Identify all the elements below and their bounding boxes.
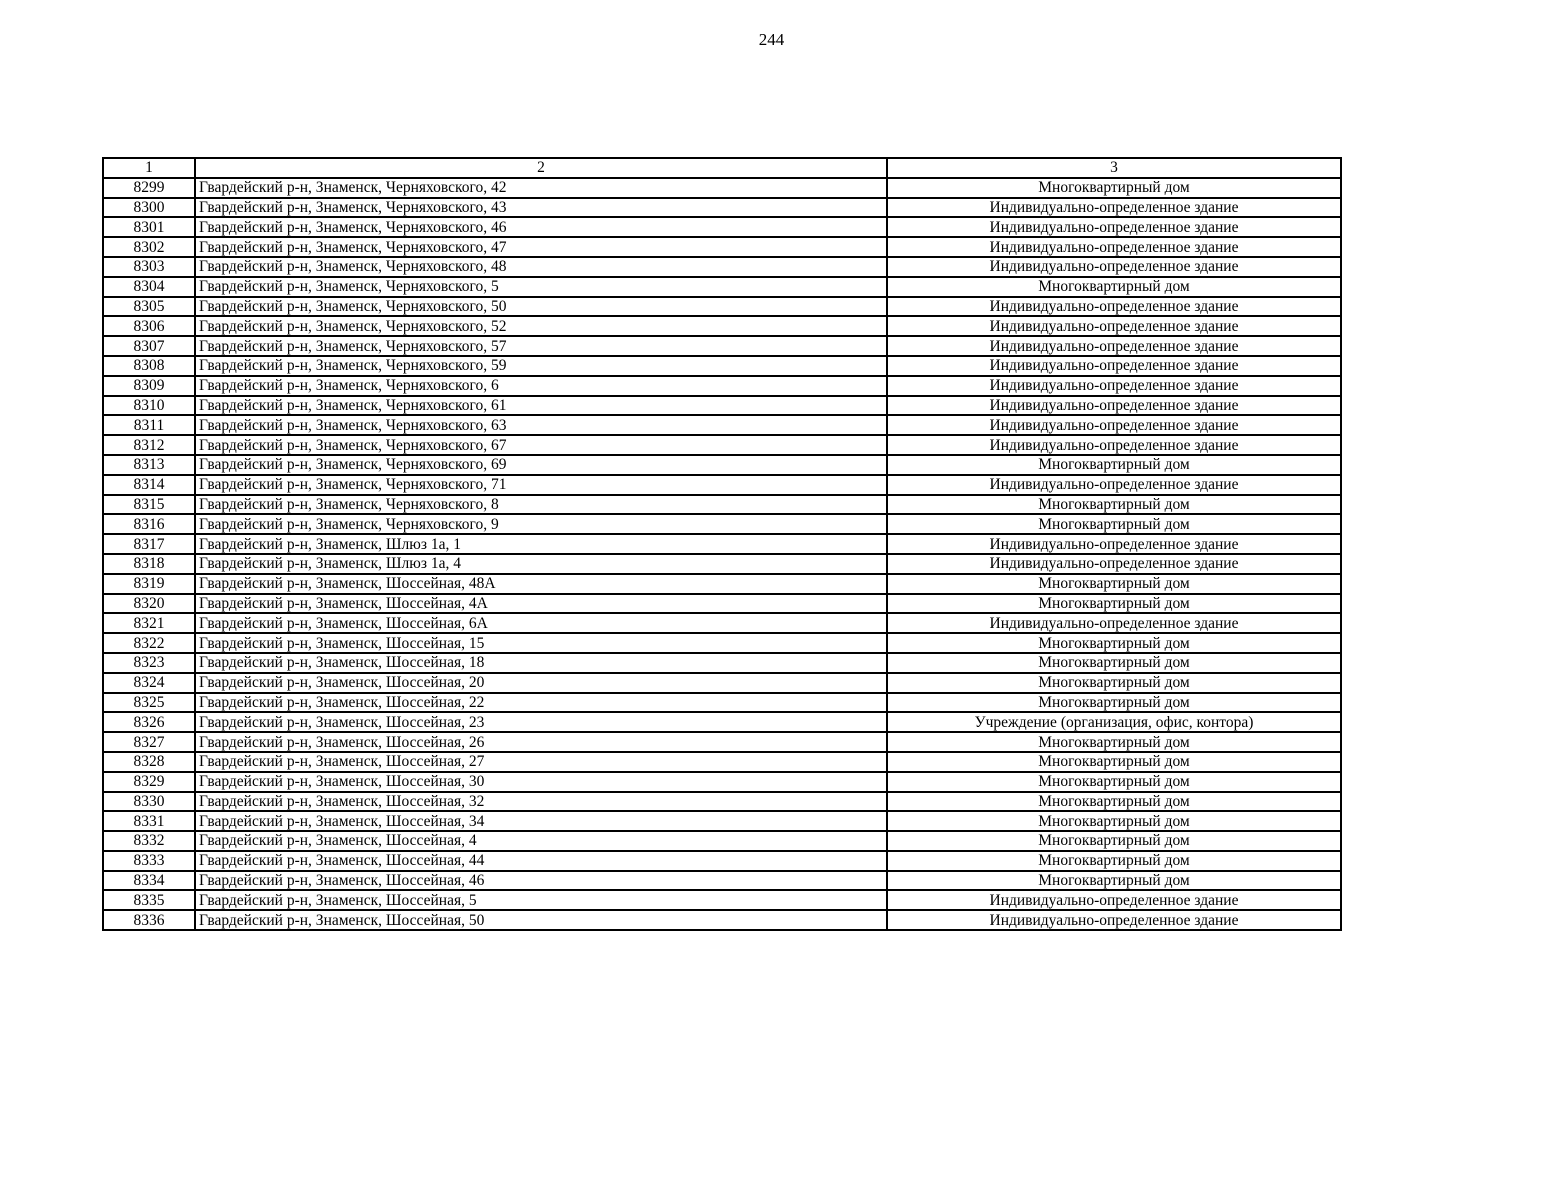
table-row: [103, 613, 1341, 633]
table-row: [103, 455, 1341, 475]
table-row: [103, 376, 1341, 396]
address-cell: Гвардейский р-н, Знаменск, Черняховского, 9: [195, 514, 887, 534]
row-number-cell: 8323: [103, 653, 195, 673]
object-type-cell: Индивидуально-определенное здание: [887, 415, 1341, 435]
table-row: [103, 198, 1341, 218]
object-type-cell: Многоквартирный дом: [887, 693, 1341, 713]
address-cell: Гвардейский р-н, Знаменск, Черняховского, 57: [195, 336, 887, 356]
address-cell: Гвардейский р-н, Знаменск, Шоссейная, 46: [195, 871, 887, 891]
object-type-cell: Многоквартирный дом: [887, 811, 1341, 831]
object-type-cell: Многоквартирный дом: [887, 594, 1341, 614]
row-number-cell: 8321: [103, 613, 195, 633]
object-type-cell: Многоквартирный дом: [887, 871, 1341, 891]
row-number-cell: 8334: [103, 871, 195, 891]
address-cell: Гвардейский р-н, Знаменск, Шоссейная, 4А: [195, 594, 887, 614]
object-type-cell: Многоквартирный дом: [887, 633, 1341, 653]
row-number-cell: 8309: [103, 376, 195, 396]
object-type-cell: Многоквартирный дом: [887, 653, 1341, 673]
row-number-cell: 8329: [103, 772, 195, 792]
object-type-cell: Многоквартирный дом: [887, 495, 1341, 515]
table-row: [103, 890, 1341, 910]
row-number-cell: 8335: [103, 890, 195, 910]
object-type-cell: Многоквартирный дом: [887, 455, 1341, 475]
address-cell: Гвардейский р-н, Знаменск, Черняховского, 52: [195, 316, 887, 336]
table-row: [103, 336, 1341, 356]
table-header-row: [103, 158, 1341, 178]
address-cell: Гвардейский р-н, Знаменск, Черняховского, 69: [195, 455, 887, 475]
object-type-cell: Многоквартирный дом: [887, 673, 1341, 693]
table-row: [103, 554, 1341, 574]
table-row: [103, 871, 1341, 891]
row-number-cell: 8326: [103, 712, 195, 732]
page-number: 244: [758, 30, 785, 49]
object-type-cell: Индивидуально-определенное здание: [887, 376, 1341, 396]
table-row: [103, 574, 1341, 594]
object-type-cell: Многоквартирный дом: [887, 514, 1341, 534]
header-cell-2: 2: [195, 158, 887, 178]
object-type-cell: Индивидуально-определенное здание: [887, 613, 1341, 633]
address-cell: Гвардейский р-н, Знаменск, Шоссейная, 48А: [195, 574, 887, 594]
address-cell: Гвардейский р-н, Знаменск, Черняховского, 48: [195, 257, 887, 277]
object-type-cell: Многоквартирный дом: [887, 831, 1341, 851]
object-type-cell: Индивидуально-определенное здание: [887, 198, 1341, 218]
object-type-cell: Индивидуально-определенное здание: [887, 910, 1341, 930]
row-number-cell: 8320: [103, 594, 195, 614]
object-type-cell: Многоквартирный дом: [887, 792, 1341, 812]
row-number-cell: 8313: [103, 455, 195, 475]
address-cell: Гвардейский р-н, Знаменск, Шлюз 1а, 1: [195, 534, 887, 554]
table-row: [103, 772, 1341, 792]
row-number-cell: 8331: [103, 811, 195, 831]
row-number-cell: 8332: [103, 831, 195, 851]
object-type-cell: Многоквартирный дом: [887, 574, 1341, 594]
object-type-cell: Индивидуально-определенное здание: [887, 534, 1341, 554]
table-row: [103, 217, 1341, 237]
address-cell: Гвардейский р-н, Знаменск, Черняховского, 6: [195, 376, 887, 396]
header-cell-3: 3: [887, 158, 1341, 178]
table-row: [103, 831, 1341, 851]
address-cell: Гвардейский р-н, Знаменск, Черняховского, 8: [195, 495, 887, 515]
object-type-cell: Индивидуально-определенное здание: [887, 336, 1341, 356]
address-cell: Гвардейский р-н, Знаменск, Черняховского, 61: [195, 396, 887, 416]
row-number-cell: 8301: [103, 217, 195, 237]
table-row: [103, 415, 1341, 435]
row-number-cell: 8325: [103, 693, 195, 713]
table-row: [103, 495, 1341, 515]
address-cell: Гвардейский р-н, Знаменск, Черняховского, 71: [195, 475, 887, 495]
row-number-cell: 8322: [103, 633, 195, 653]
address-cell: Гвардейский р-н, Знаменск, Шоссейная, 44: [195, 851, 887, 871]
address-cell: Гвардейский р-н, Знаменск, Черняховского, 50: [195, 297, 887, 317]
row-number-cell: 8306: [103, 316, 195, 336]
table-row: [103, 594, 1341, 614]
address-cell: Гвардейский р-н, Знаменск, Черняховского, 63: [195, 415, 887, 435]
address-cell: Гвардейский р-н, Знаменск, Шоссейная, 32: [195, 792, 887, 812]
address-cell: Гвардейский р-н, Знаменск, Шоссейная, 20: [195, 673, 887, 693]
object-type-cell: Индивидуально-определенное здание: [887, 356, 1341, 376]
object-type-cell: Учреждение (организация, офис, контора): [887, 712, 1341, 732]
row-number-cell: 8336: [103, 910, 195, 930]
address-cell: Гвардейский р-н, Знаменск, Черняховского, 47: [195, 237, 887, 257]
table-row: [103, 356, 1341, 376]
address-cell: Гвардейский р-н, Знаменск, Черняховского, 43: [195, 198, 887, 218]
table-row: [103, 693, 1341, 713]
row-number-cell: 8305: [103, 297, 195, 317]
address-cell: Гвардейский р-н, Знаменск, Шоссейная, 6А: [195, 613, 887, 633]
row-number-cell: 8304: [103, 277, 195, 297]
row-number-cell: 8324: [103, 673, 195, 693]
table-row: [103, 851, 1341, 871]
object-type-cell: Индивидуально-определенное здание: [887, 435, 1341, 455]
header-cell-1: 1: [103, 158, 195, 178]
table-row: [103, 475, 1341, 495]
table-row: [103, 811, 1341, 831]
object-type-cell: Индивидуально-определенное здание: [887, 316, 1341, 336]
row-number-cell: 8319: [103, 574, 195, 594]
table-row: [103, 534, 1341, 554]
table-row: [103, 732, 1341, 752]
table-row: [103, 673, 1341, 693]
object-type-cell: Индивидуально-определенное здание: [887, 396, 1341, 416]
table-row: [103, 297, 1341, 317]
address-cell: Гвардейский р-н, Знаменск, Черняховского, 59: [195, 356, 887, 376]
object-type-cell: Индивидуально-определенное здание: [887, 890, 1341, 910]
row-number-cell: 8315: [103, 495, 195, 515]
row-number-cell: 8299: [103, 178, 195, 198]
row-number-cell: 8311: [103, 415, 195, 435]
row-number-cell: 8330: [103, 792, 195, 812]
object-type-cell: Индивидуально-определенное здание: [887, 237, 1341, 257]
table-row: [103, 257, 1341, 277]
table-row: [103, 792, 1341, 812]
row-number-cell: 8303: [103, 257, 195, 277]
object-type-cell: Индивидуально-определенное здание: [887, 297, 1341, 317]
object-type-cell: Индивидуально-определенное здание: [887, 475, 1341, 495]
table-row: [103, 633, 1341, 653]
row-number-cell: 8307: [103, 336, 195, 356]
table-row: [103, 178, 1341, 198]
object-type-cell: Многоквартирный дом: [887, 851, 1341, 871]
row-number-cell: 8308: [103, 356, 195, 376]
address-cell: Гвардейский р-н, Знаменск, Шлюз 1а, 4: [195, 554, 887, 574]
row-number-cell: 8328: [103, 752, 195, 772]
address-cell: Гвардейский р-н, Знаменск, Шоссейная, 4: [195, 831, 887, 851]
object-type-cell: Индивидуально-определенное здание: [887, 217, 1341, 237]
object-type-cell: Многоквартирный дом: [887, 752, 1341, 772]
address-cell: Гвардейский р-н, Знаменск, Шоссейная, 26: [195, 732, 887, 752]
address-cell: Гвардейский р-н, Знаменск, Шоссейная, 50: [195, 910, 887, 930]
table-row: [103, 435, 1341, 455]
object-type-cell: Индивидуально-определенное здание: [887, 554, 1341, 574]
row-number-cell: 8312: [103, 435, 195, 455]
address-cell: Гвардейский р-н, Знаменск, Шоссейная, 18: [195, 653, 887, 673]
table-body: [103, 158, 1341, 930]
object-type-cell: Индивидуально-определенное здание: [887, 257, 1341, 277]
address-cell: Гвардейский р-н, Знаменск, Шоссейная, 23: [195, 712, 887, 732]
table-row: [103, 653, 1341, 673]
row-number-cell: 8327: [103, 732, 195, 752]
table-row: [103, 277, 1341, 297]
address-cell: Гвардейский р-н, Знаменск, Черняховского, 67: [195, 435, 887, 455]
object-type-cell: Многоквартирный дом: [887, 277, 1341, 297]
address-cell: Гвардейский р-н, Знаменск, Шоссейная, 30: [195, 772, 887, 792]
address-cell: Гвардейский р-н, Знаменск, Шоссейная, 27: [195, 752, 887, 772]
address-cell: Гвардейский р-н, Знаменск, Черняховского, 5: [195, 277, 887, 297]
address-cell: Гвардейский р-н, Знаменск, Шоссейная, 22: [195, 693, 887, 713]
row-number-cell: 8314: [103, 475, 195, 495]
row-number-cell: 8317: [103, 534, 195, 554]
row-number-cell: 8318: [103, 554, 195, 574]
table-row: [103, 712, 1341, 732]
address-cell: Гвардейский р-н, Знаменск, Шоссейная, 15: [195, 633, 887, 653]
row-number-cell: 8300: [103, 198, 195, 218]
object-type-cell: Многоквартирный дом: [887, 178, 1341, 198]
register-table: [102, 157, 1342, 931]
address-cell: Гвардейский р-н, Знаменск, Черняховского, 42: [195, 178, 887, 198]
table-row: [103, 910, 1341, 930]
table-row: [103, 237, 1341, 257]
address-cell: Гвардейский р-н, Знаменск, Шоссейная, 34: [195, 811, 887, 831]
row-number-cell: 8316: [103, 514, 195, 534]
row-number-cell: 8310: [103, 396, 195, 416]
address-cell: Гвардейский р-н, Знаменск, Черняховского, 46: [195, 217, 887, 237]
table-row: [103, 514, 1341, 534]
row-number-cell: 8302: [103, 237, 195, 257]
object-type-cell: Многоквартирный дом: [887, 732, 1341, 752]
object-type-cell: Многоквартирный дом: [887, 772, 1341, 792]
row-number-cell: 8333: [103, 851, 195, 871]
table-row: [103, 316, 1341, 336]
table-row: [103, 752, 1341, 772]
table-row: [103, 396, 1341, 416]
address-cell: Гвардейский р-н, Знаменск, Шоссейная, 5: [195, 890, 887, 910]
